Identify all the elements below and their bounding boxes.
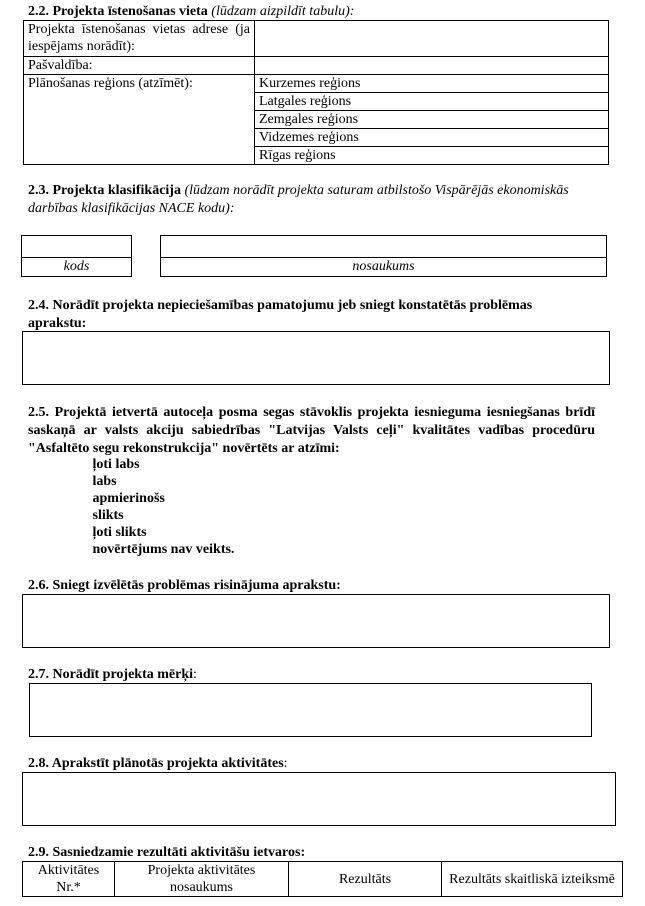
nace-name-field[interactable] [160,235,607,258]
section-2-3-note: (lūdzam norādīt projekta saturam atbilstošo Vispārējās ekonomiskās darbības klasifikācijas NACE kodu): [28,183,569,216]
region-option[interactable]: Vidzemes reģions [255,129,609,147]
results-table [22,861,623,897]
municipality-label: Pašvaldība: [24,57,255,75]
section-2-8-heading: 2.8. Aprakstīt plānotās projekta aktivitātes: [28,756,288,771]
section-2-7-title: 2.7. Norādīt projekta mērķi [28,667,193,682]
solution-field[interactable] [22,594,610,648]
section-2-5-title: 2.5. Projektā ietvertā autoceļa posma segas stāvoklis projekta iesnieguma iesniegšanas brīdī saskaņā ar valsts akciju sabiedrības "Latvijas Valsts ceļi" kvalitātes vadības procedūru "Asfaltēto segu rekonstrukcija" novērtēts ar atzīmi: [28,405,595,456]
region-option[interactable]: Rīgas reģions [255,147,609,165]
section-2-7-heading: 2.7. Norādīt projekta mērķi: [28,667,197,682]
region-label: Plānošanas reģions (atzīmēt): [24,75,255,165]
rating-option[interactable]: ļoti slikts [92,525,147,540]
rating-option[interactable]: novērtējums nav veikts. [92,542,235,557]
column-header: Rezultāts skaitliskā izteiksmē [442,862,623,897]
region-option[interactable]: Latgales reģions [255,93,609,111]
table-row [24,57,609,75]
municipality-field[interactable] [255,57,609,75]
region-option[interactable]: Kurzemes reģions [255,75,609,93]
rating-option[interactable]: apmierinošs [92,491,165,506]
section-2-9-title: 2.9. Sasniedzamie rezultāti aktivitāšu ietvaros: [28,845,306,860]
section-2-6-title: 2.6. Sniegt izvēlētās problēmas risinājuma aprakstu: [28,578,341,593]
column-header: Projekta aktivitātes nosaukums [115,862,289,897]
column-header: Aktivitātes Nr.* [23,862,115,897]
section-2-2-title: 2.2. Projekta īstenošanas vieta [28,4,208,19]
nace-code-caption: kods [21,257,132,277]
section-2-2-heading [28,3,354,21]
table-row [23,862,623,897]
section-2-3-title: 2.3. Projekta klasifikācija [28,183,181,198]
section-2-8-title: 2.8. Aprakstīt plānotās projekta aktivitātes [28,756,284,771]
rating-option[interactable]: slikts [92,508,124,523]
address-label: Projekta īstenošanas vietas adrese (ja iespējams norādīt): [24,21,255,57]
activities-field[interactable] [22,772,616,826]
justification-field[interactable] [22,331,610,385]
rating-option[interactable]: ļoti labs [92,457,140,472]
section-2-3-heading [28,182,588,218]
table-row [24,21,609,57]
rating-option[interactable]: labs [92,474,117,489]
nace-name-caption: nosaukums [160,257,607,277]
region-option[interactable]: Zemgales reģions [255,111,609,129]
nace-code-field[interactable] [21,235,132,258]
location-table [23,20,609,165]
table-row [24,75,609,93]
goal-field[interactable] [29,683,592,737]
section-2-2-note: (lūdzam aizpildīt tabulu): [207,4,355,19]
column-header: Rezultāts [289,862,442,897]
address-field[interactable] [255,21,609,57]
section-2-4-title: 2.4. Norādīt projekta nepieciešamības pamatojumu jeb sniegt konstatētās problēmas aprakstu: [28,298,533,331]
